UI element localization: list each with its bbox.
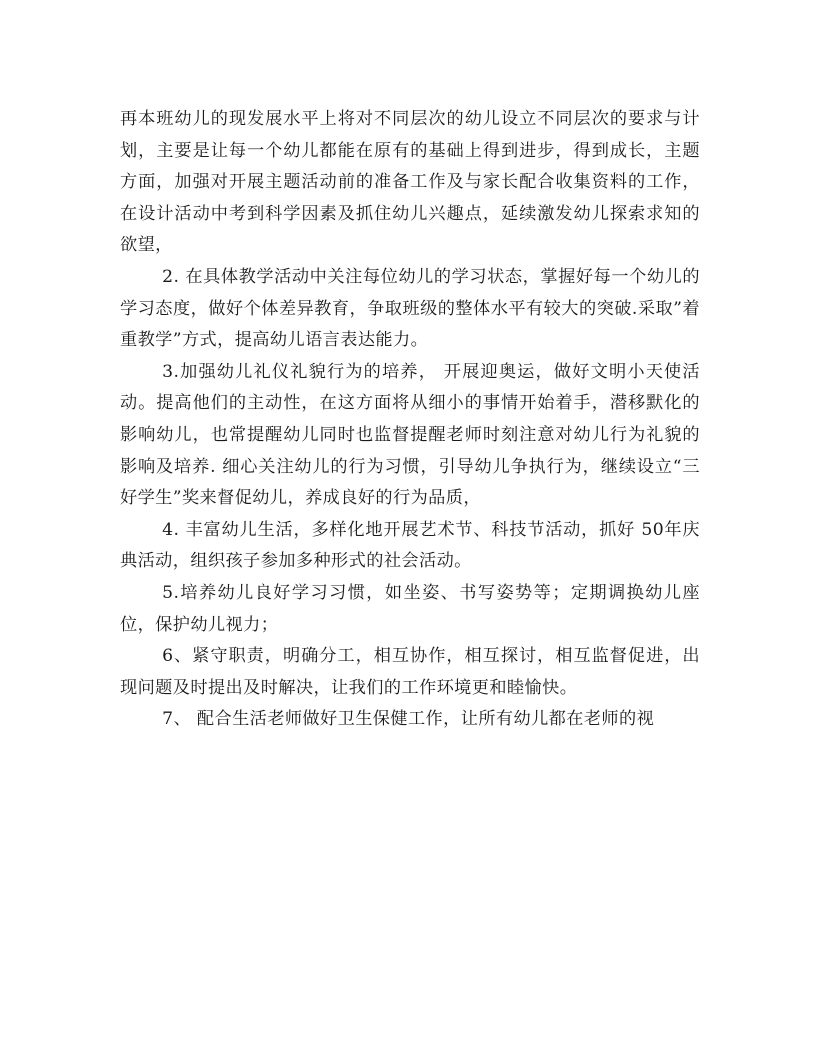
paragraph-3: 3.加强幼儿礼仪礼貌行为的培养， 开展迎奥运，做好文明小天使活动。提高他们的主动性，在这方面将从细小的事情开始着手，潜移默化的影响幼儿，也常提醒幼儿同时也监督提醒老师时刻注意对幼儿行为礼貌的影响及培养. 细心关注幼儿的行为习惯，引导幼儿争执行为，继续设立“三好学生”奖来督促幼儿，养成良好的行为品质， (120, 361, 700, 509)
paragraph-6: 6、紧守职责，明确分工，相互协作，相互探讨，相互监督促进，出现问题及时提出及时解决，让我们的工作环境更和睦愉快。 (120, 646, 700, 698)
paragraph-1: 再本班幼儿的现发展水平上将对不同层次的幼儿设立不同层次的要求与计划，主要是让每一个幼儿都能在原有的基础上得到进步，得到成长，主题方面，加强对开展主题活动前的准备工作及与家长配合收集资料的工作，在设计活动中考到科学因素及抓住幼儿兴趣点，延续激发幼儿探索求知的欲望， (120, 109, 700, 256)
paragraph-5: 5.培养幼儿良好学习习惯，如坐姿、书写姿势等；定期调换幼儿座位，保护幼儿视力； (120, 582, 700, 635)
paragraph-2: 2. 在具体教学活动中关注每位幼儿的学习状态，掌握好每一个幼儿的学习态度，做好个体差异教育，争取班级的整体水平有较大的突破.采取”着重教学”方式，提高幼儿语言表达能力。 (120, 266, 700, 351)
paragraph-7: 7、 配合生活老师做好卫生保健工作，让所有幼儿都在老师的视 (162, 709, 655, 730)
paragraph-4: 4. 丰富幼儿生活，多样化地开展艺术节、科技节活动，抓好 50年庆典活动，组织孩子参加多种形式的社会活动。 (120, 519, 700, 572)
document-body (120, 104, 700, 736)
